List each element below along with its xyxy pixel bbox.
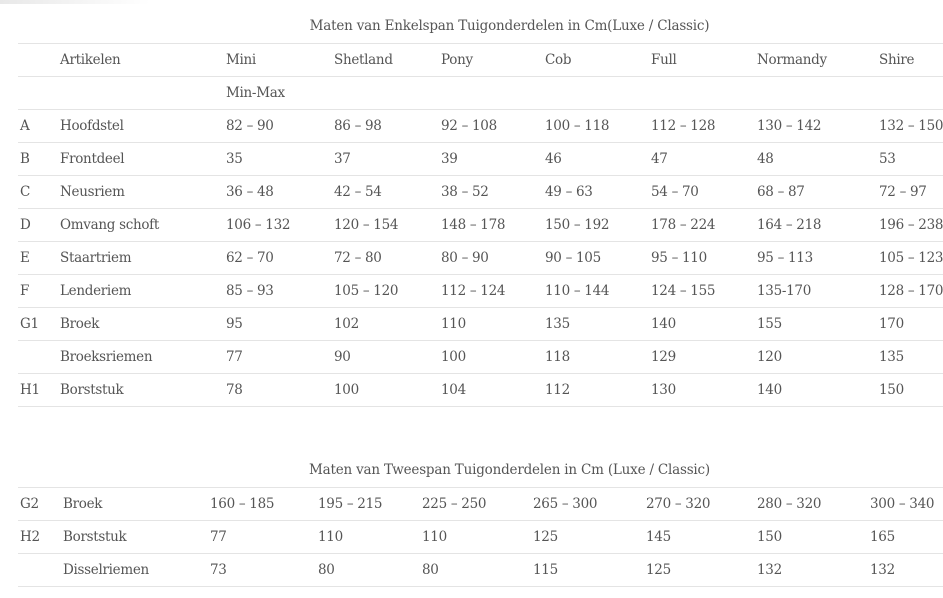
size-cell: 128 – 170 <box>879 275 943 308</box>
size-cell: 68 – 87 <box>757 176 879 209</box>
size-cell: 135 <box>879 341 943 374</box>
table-row <box>18 209 943 242</box>
size-cell: 160 – 185 <box>210 488 318 521</box>
table-row <box>18 176 943 209</box>
size-cell <box>757 77 879 110</box>
size-cell: 100 <box>334 374 441 407</box>
size-cell: 125 <box>533 521 646 554</box>
size-cell: 110 <box>422 521 533 554</box>
table-caption-enkelspan: Maten van Enkelspan Tuigonderdelen in Cm(Luxe / Classic) <box>309 18 710 34</box>
size-cell: 85 – 93 <box>226 275 334 308</box>
column-header: Mini <box>226 44 334 77</box>
size-cell: 53 <box>879 143 943 176</box>
size-cell: 110 <box>318 521 422 554</box>
size-cell: 92 – 108 <box>441 110 545 143</box>
size-cell: 105 – 120 <box>334 275 441 308</box>
size-cell: 49 – 63 <box>545 176 651 209</box>
column-header: Shire <box>879 44 943 77</box>
item-name: Omvang schoft <box>60 209 226 242</box>
size-cell: 77 <box>226 341 334 374</box>
size-cell: 196 – 238 <box>879 209 943 242</box>
row-code: C <box>18 176 60 209</box>
item-name: Hoofdstel <box>60 110 226 143</box>
column-header: Shetland <box>334 44 441 77</box>
size-cell: 112 <box>545 374 651 407</box>
size-cell: 135 <box>545 308 651 341</box>
size-cell: 132 – 150 <box>879 110 943 143</box>
size-cell: 270 – 320 <box>646 488 757 521</box>
item-name: Neusriem <box>60 176 226 209</box>
table-row <box>18 341 943 374</box>
column-header: Pony <box>441 44 545 77</box>
table-header-row <box>18 44 943 77</box>
table-row <box>18 275 943 308</box>
size-cell: 195 – 215 <box>318 488 422 521</box>
size-cell: 73 <box>210 554 318 587</box>
size-cell: 112 – 128 <box>651 110 757 143</box>
size-cell: 150 <box>879 374 943 407</box>
size-cell: 170 <box>879 308 943 341</box>
row-code <box>18 341 60 374</box>
item-name: Broeksriemen <box>60 341 226 374</box>
column-header: Normandy <box>757 44 879 77</box>
size-cell: 140 <box>651 308 757 341</box>
row-code: F <box>18 275 60 308</box>
column-header <box>18 44 60 77</box>
size-cell: 48 <box>757 143 879 176</box>
row-code <box>18 77 60 110</box>
size-cell: 110 <box>441 308 545 341</box>
size-cell: 86 – 98 <box>334 110 441 143</box>
size-cell: 82 – 90 <box>226 110 334 143</box>
size-cell: 36 – 48 <box>226 176 334 209</box>
size-cell: 178 – 224 <box>651 209 757 242</box>
table-row <box>18 143 943 176</box>
table-row <box>18 242 943 275</box>
column-header: Full <box>651 44 757 77</box>
size-cell: 100 <box>441 341 545 374</box>
row-code: H2 <box>18 521 63 554</box>
size-cell: 300 – 340 <box>870 488 943 521</box>
size-cell <box>441 77 545 110</box>
size-cell: 106 – 132 <box>226 209 334 242</box>
size-cell: 125 <box>646 554 757 587</box>
size-cell: 95 – 110 <box>651 242 757 275</box>
item-name: Frontdeel <box>60 143 226 176</box>
table-row <box>18 488 943 521</box>
row-code: G2 <box>18 488 63 521</box>
row-code: D <box>18 209 60 242</box>
size-cell: 38 – 52 <box>441 176 545 209</box>
size-cell: 145 <box>646 521 757 554</box>
row-code: H1 <box>18 374 60 407</box>
size-cell: 225 – 250 <box>422 488 533 521</box>
row-code: E <box>18 242 60 275</box>
size-cell: 90 <box>334 341 441 374</box>
item-name: Borststuk <box>63 521 210 554</box>
table-row <box>18 308 943 341</box>
size-cell: 120 <box>757 341 879 374</box>
size-cell: 120 – 154 <box>334 209 441 242</box>
table-row <box>18 554 943 587</box>
item-name <box>60 77 226 110</box>
size-cell: 118 <box>545 341 651 374</box>
size-cell: 124 – 155 <box>651 275 757 308</box>
size-cell: 164 – 218 <box>757 209 879 242</box>
row-code: A <box>18 110 60 143</box>
size-cell: 39 <box>441 143 545 176</box>
table-row <box>18 374 943 407</box>
size-cell: 265 – 300 <box>533 488 646 521</box>
item-name: Borststuk <box>60 374 226 407</box>
size-cell: 37 <box>334 143 441 176</box>
size-cell: 72 – 97 <box>879 176 943 209</box>
size-cell: 80 <box>318 554 422 587</box>
size-cell: 110 – 144 <box>545 275 651 308</box>
size-cell: 78 <box>226 374 334 407</box>
size-cell: 104 <box>441 374 545 407</box>
size-cell: 35 <box>226 143 334 176</box>
size-cell <box>879 77 943 110</box>
size-cell: 77 <box>210 521 318 554</box>
item-name: Disselriemen <box>63 554 210 587</box>
size-cell: 129 <box>651 341 757 374</box>
size-cell: 72 – 80 <box>334 242 441 275</box>
enkelspan-size-table <box>18 43 943 407</box>
size-cell: 150 <box>757 521 870 554</box>
top-edge-shadow <box>0 0 150 4</box>
item-name: Staartriem <box>60 242 226 275</box>
size-cell: 135-170 <box>757 275 879 308</box>
size-cell: 105 – 123 <box>879 242 943 275</box>
row-code: G1 <box>18 308 60 341</box>
column-header: Cob <box>545 44 651 77</box>
size-cell: 42 – 54 <box>334 176 441 209</box>
size-cell: 102 <box>334 308 441 341</box>
size-cell: 115 <box>533 554 646 587</box>
size-cell: 95 <box>226 308 334 341</box>
size-cell: 165 <box>870 521 943 554</box>
size-cell: 148 – 178 <box>441 209 545 242</box>
size-cell: 130 – 142 <box>757 110 879 143</box>
size-cell: 100 – 118 <box>545 110 651 143</box>
size-cell: 280 – 320 <box>757 488 870 521</box>
table-row <box>18 110 943 143</box>
table-caption-tweespan: Maten van Tweespan Tuigonderdelen in Cm (Luxe / Classic) <box>309 462 710 478</box>
size-cell: 62 – 70 <box>226 242 334 275</box>
size-cell: 80 <box>422 554 533 587</box>
size-cell: 130 <box>651 374 757 407</box>
size-cell: 47 <box>651 143 757 176</box>
size-cell <box>545 77 651 110</box>
tweespan-size-table <box>18 487 943 587</box>
table-row <box>18 521 943 554</box>
size-cell: 80 – 90 <box>441 242 545 275</box>
item-name: Broek <box>60 308 226 341</box>
size-cell: Min-Max <box>226 77 334 110</box>
item-name: Broek <box>63 488 210 521</box>
size-cell: 54 – 70 <box>651 176 757 209</box>
size-cell: 140 <box>757 374 879 407</box>
row-code: B <box>18 143 60 176</box>
size-cell: 155 <box>757 308 879 341</box>
size-cell: 132 <box>870 554 943 587</box>
size-cell: 112 – 124 <box>441 275 545 308</box>
row-code <box>18 554 63 587</box>
size-cell <box>334 77 441 110</box>
column-header: Artikelen <box>60 44 226 77</box>
table-row <box>18 77 943 110</box>
size-cell: 150 – 192 <box>545 209 651 242</box>
item-name: Lenderiem <box>60 275 226 308</box>
size-cell: 90 – 105 <box>545 242 651 275</box>
size-cell: 95 – 113 <box>757 242 879 275</box>
size-cell: 132 <box>757 554 870 587</box>
size-cell: 46 <box>545 143 651 176</box>
size-cell <box>651 77 757 110</box>
